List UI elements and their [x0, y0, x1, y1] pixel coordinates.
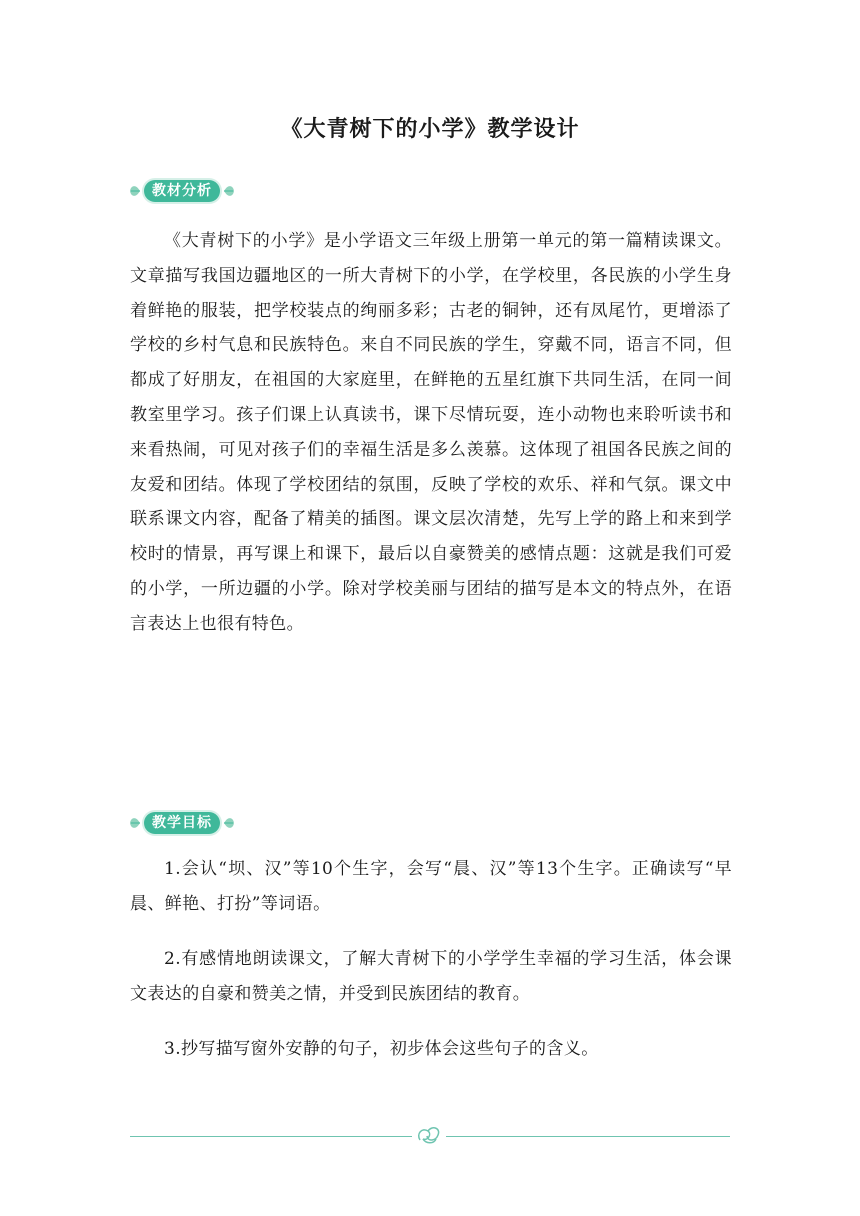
page-title: 《大青树下的小学》教学设计	[280, 117, 580, 142]
leaf-left-icon	[128, 182, 142, 200]
section-badge-analysis	[128, 180, 236, 202]
section-label-goals: 教学目标	[144, 812, 220, 834]
goal-item-3: 3.抄写描写窗外安静的句子，初步体会这些句子的含义。	[164, 1039, 599, 1059]
section-label-analysis: 教材分析	[144, 180, 220, 202]
analysis-paragraph: 《大青树下的小学》是小学语文三年级上册第一单元的第一篇精读课文。文章描写我国边疆地区的一所大青树下的小学，在学校里，各民族的小学生身着鲜艳的服装，把学校装点的绚丽多彩；古老的铜钟，还有凤尾竹，更增添了学校的乡村气息和民族特色。来自不同民族的学生，穿戴不同，语言不同，但都成了好朋友，在祖国的大家庭里，在鲜艳的五星红旗下共同生活，在同一间教室里学习。孩子们课上认真读书，课下尽情玩耍，连小动物也来聆听读书和来看热闹，可见对孩子们的幸福生活是多么羡慕。这体现了祖国各民族之间的友爱和团结。体现了学校团结的氛围，反映了学校的欢乐、祥和气氛。课文中联系课文内容，配备了精美的插图。课文层次清楚，先写上学的路上和来到学校时的情景，再写课上和课下，最后以自豪赞美的感情点题：这就是我们可爱的小学，一所边疆的小学。除对学校美丽与团结的描写是本文的特点外，在语言表达上也很有特色。	[130, 231, 732, 634]
leaf-right-icon	[222, 814, 236, 832]
footer-rule-left	[130, 1136, 412, 1137]
section-badge-goals	[128, 812, 236, 834]
footer-rule-right	[446, 1136, 730, 1137]
leaf-right-icon	[222, 182, 236, 200]
knot-ornament-icon	[414, 1122, 444, 1148]
goal-item-1: 1.会认“坝、汉”等10个生字，会写“晨、汉”等13个生字。正确读写“早晨、鲜艳、打扮”等词语。	[130, 859, 732, 914]
leaf-left-icon	[128, 814, 142, 832]
goal-item-2: 2.有感情地朗读课文，了解大青树下的小学学生幸福的学习生活，体会课文表达的自豪和赞美之情，并受到民族团结的教育。	[130, 949, 732, 1004]
